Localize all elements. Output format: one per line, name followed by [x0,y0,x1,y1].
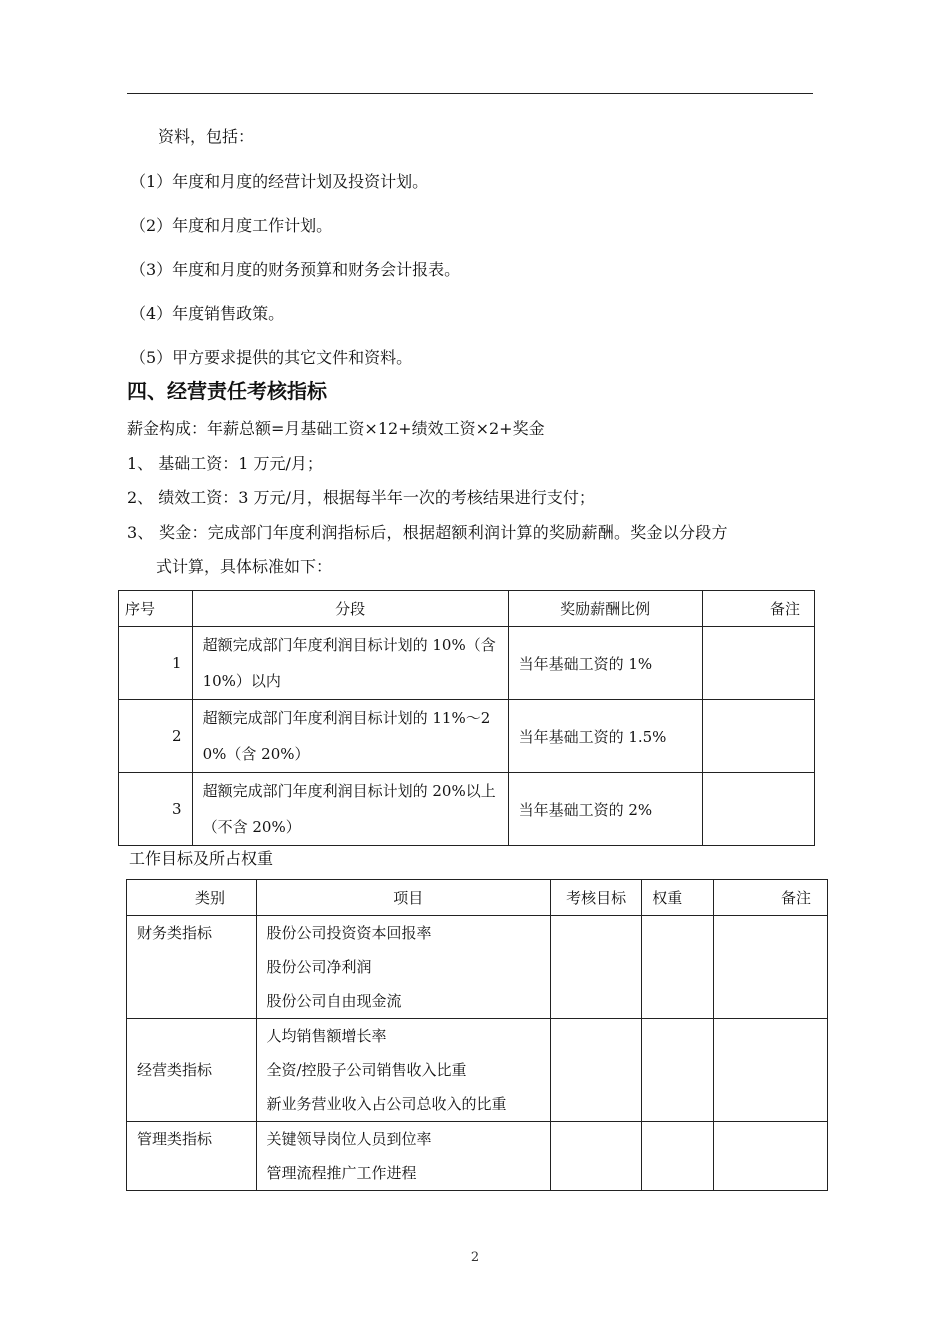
bonus-table-header [119,591,815,627]
intro-item-1: （1）年度和月度的经营计划及投资计划。 [130,172,429,191]
list-item: 股份公司投资资本回报率 [266,924,432,942]
cell-remark [714,1122,828,1191]
point-base-salary: 1、 基础工资：1 万元/月； [127,454,323,473]
goals-caption: 工作目标及所占权重 [129,849,274,868]
cell-remark [714,916,828,1019]
cell-target [551,1019,642,1122]
list-item: 新业务营业收入占公司总收入的比重 [266,1095,507,1113]
table-row [127,1019,828,1122]
row-ratio: 当年基础工资的 1% [508,627,702,700]
page-number: 2 [470,1250,480,1265]
cell-weight [642,916,714,1019]
row-note [702,773,814,846]
point-performance-salary: 2、 绩效工资：3 万元/月，根据每半年一次的考核结果进行支付； [127,488,595,507]
header-category: 类别 [127,880,257,916]
category-finance: 财务类指标 [137,924,213,942]
intro-item-5: （5）甲方要求提供的其它文件和资料。 [130,348,413,367]
table-row [127,916,828,1019]
intro-item-4: （4）年度销售政策。 [130,304,285,323]
table-row [127,1122,828,1191]
header-weight: 权重 [642,880,714,916]
goals-table [126,879,828,1191]
cell-weight [642,1019,714,1122]
header-seq: 序号 [119,591,193,627]
category-management: 管理类指标 [137,1130,213,1148]
goals-table-header [127,880,828,916]
row-segment: 超额完成部门年度利润目标计划的 11%～20%（含 20%） [192,700,508,773]
row-ratio: 当年基础工资的 2% [508,773,702,846]
cell-target [551,916,642,1019]
row-seq: 2 [119,700,193,773]
header-ratio: 奖励薪酬比例 [508,591,702,627]
bonus-table [118,590,815,846]
header-note: 备注 [702,591,814,627]
cell-remark [714,1019,828,1122]
table-row [119,627,815,700]
row-ratio: 当年基础工资的 1.5% [508,700,702,773]
header-project: 项目 [256,880,551,916]
intro-item-2: （2）年度和月度工作计划。 [130,216,333,235]
section-heading: 四、经营责任考核指标 [127,379,327,403]
list-item: 管理流程推广工作进程 [266,1164,417,1182]
list-item: 关键领导岗位人员到位率 [266,1130,432,1148]
row-note [702,627,814,700]
row-seq: 3 [119,773,193,846]
row-segment: 超额完成部门年度利润目标计划的 20%以上（不含 20%） [192,773,508,846]
row-segment: 超额完成部门年度利润目标计划的 10%（含 10%）以内 [192,627,508,700]
table-row [119,700,815,773]
list-item: 股份公司自由现金流 [266,992,402,1010]
list-item: 人均销售额增长率 [266,1027,387,1045]
row-seq: 1 [119,627,193,700]
intro-item-3: （3）年度和月度的财务预算和财务会计报表。 [130,260,461,279]
header-remark: 备注 [714,880,828,916]
salary-formula: 薪金构成：年薪总额=月基础工资×12+绩效工资×2+奖金 [127,419,545,438]
header-segment: 分段 [192,591,508,627]
category-operations: 经营类指标 [137,1061,213,1079]
intro-continued: 资料，包括： [158,127,255,146]
cell-weight [642,1122,714,1191]
header-rule [127,93,813,94]
cell-target [551,1122,642,1191]
point-bonus: 3、 奖金：完成部门年度利润指标后，根据超额利润计算的奖励薪酬。奖金以分段方 [127,523,728,542]
list-item: 全资/控股子公司销售收入比重 [266,1061,467,1079]
list-item: 股份公司净利润 [266,958,372,976]
point-bonus-continued: 式计算，具体标准如下： [156,557,333,576]
row-note [702,700,814,773]
table-row [119,773,815,846]
header-target: 考核目标 [551,880,642,916]
